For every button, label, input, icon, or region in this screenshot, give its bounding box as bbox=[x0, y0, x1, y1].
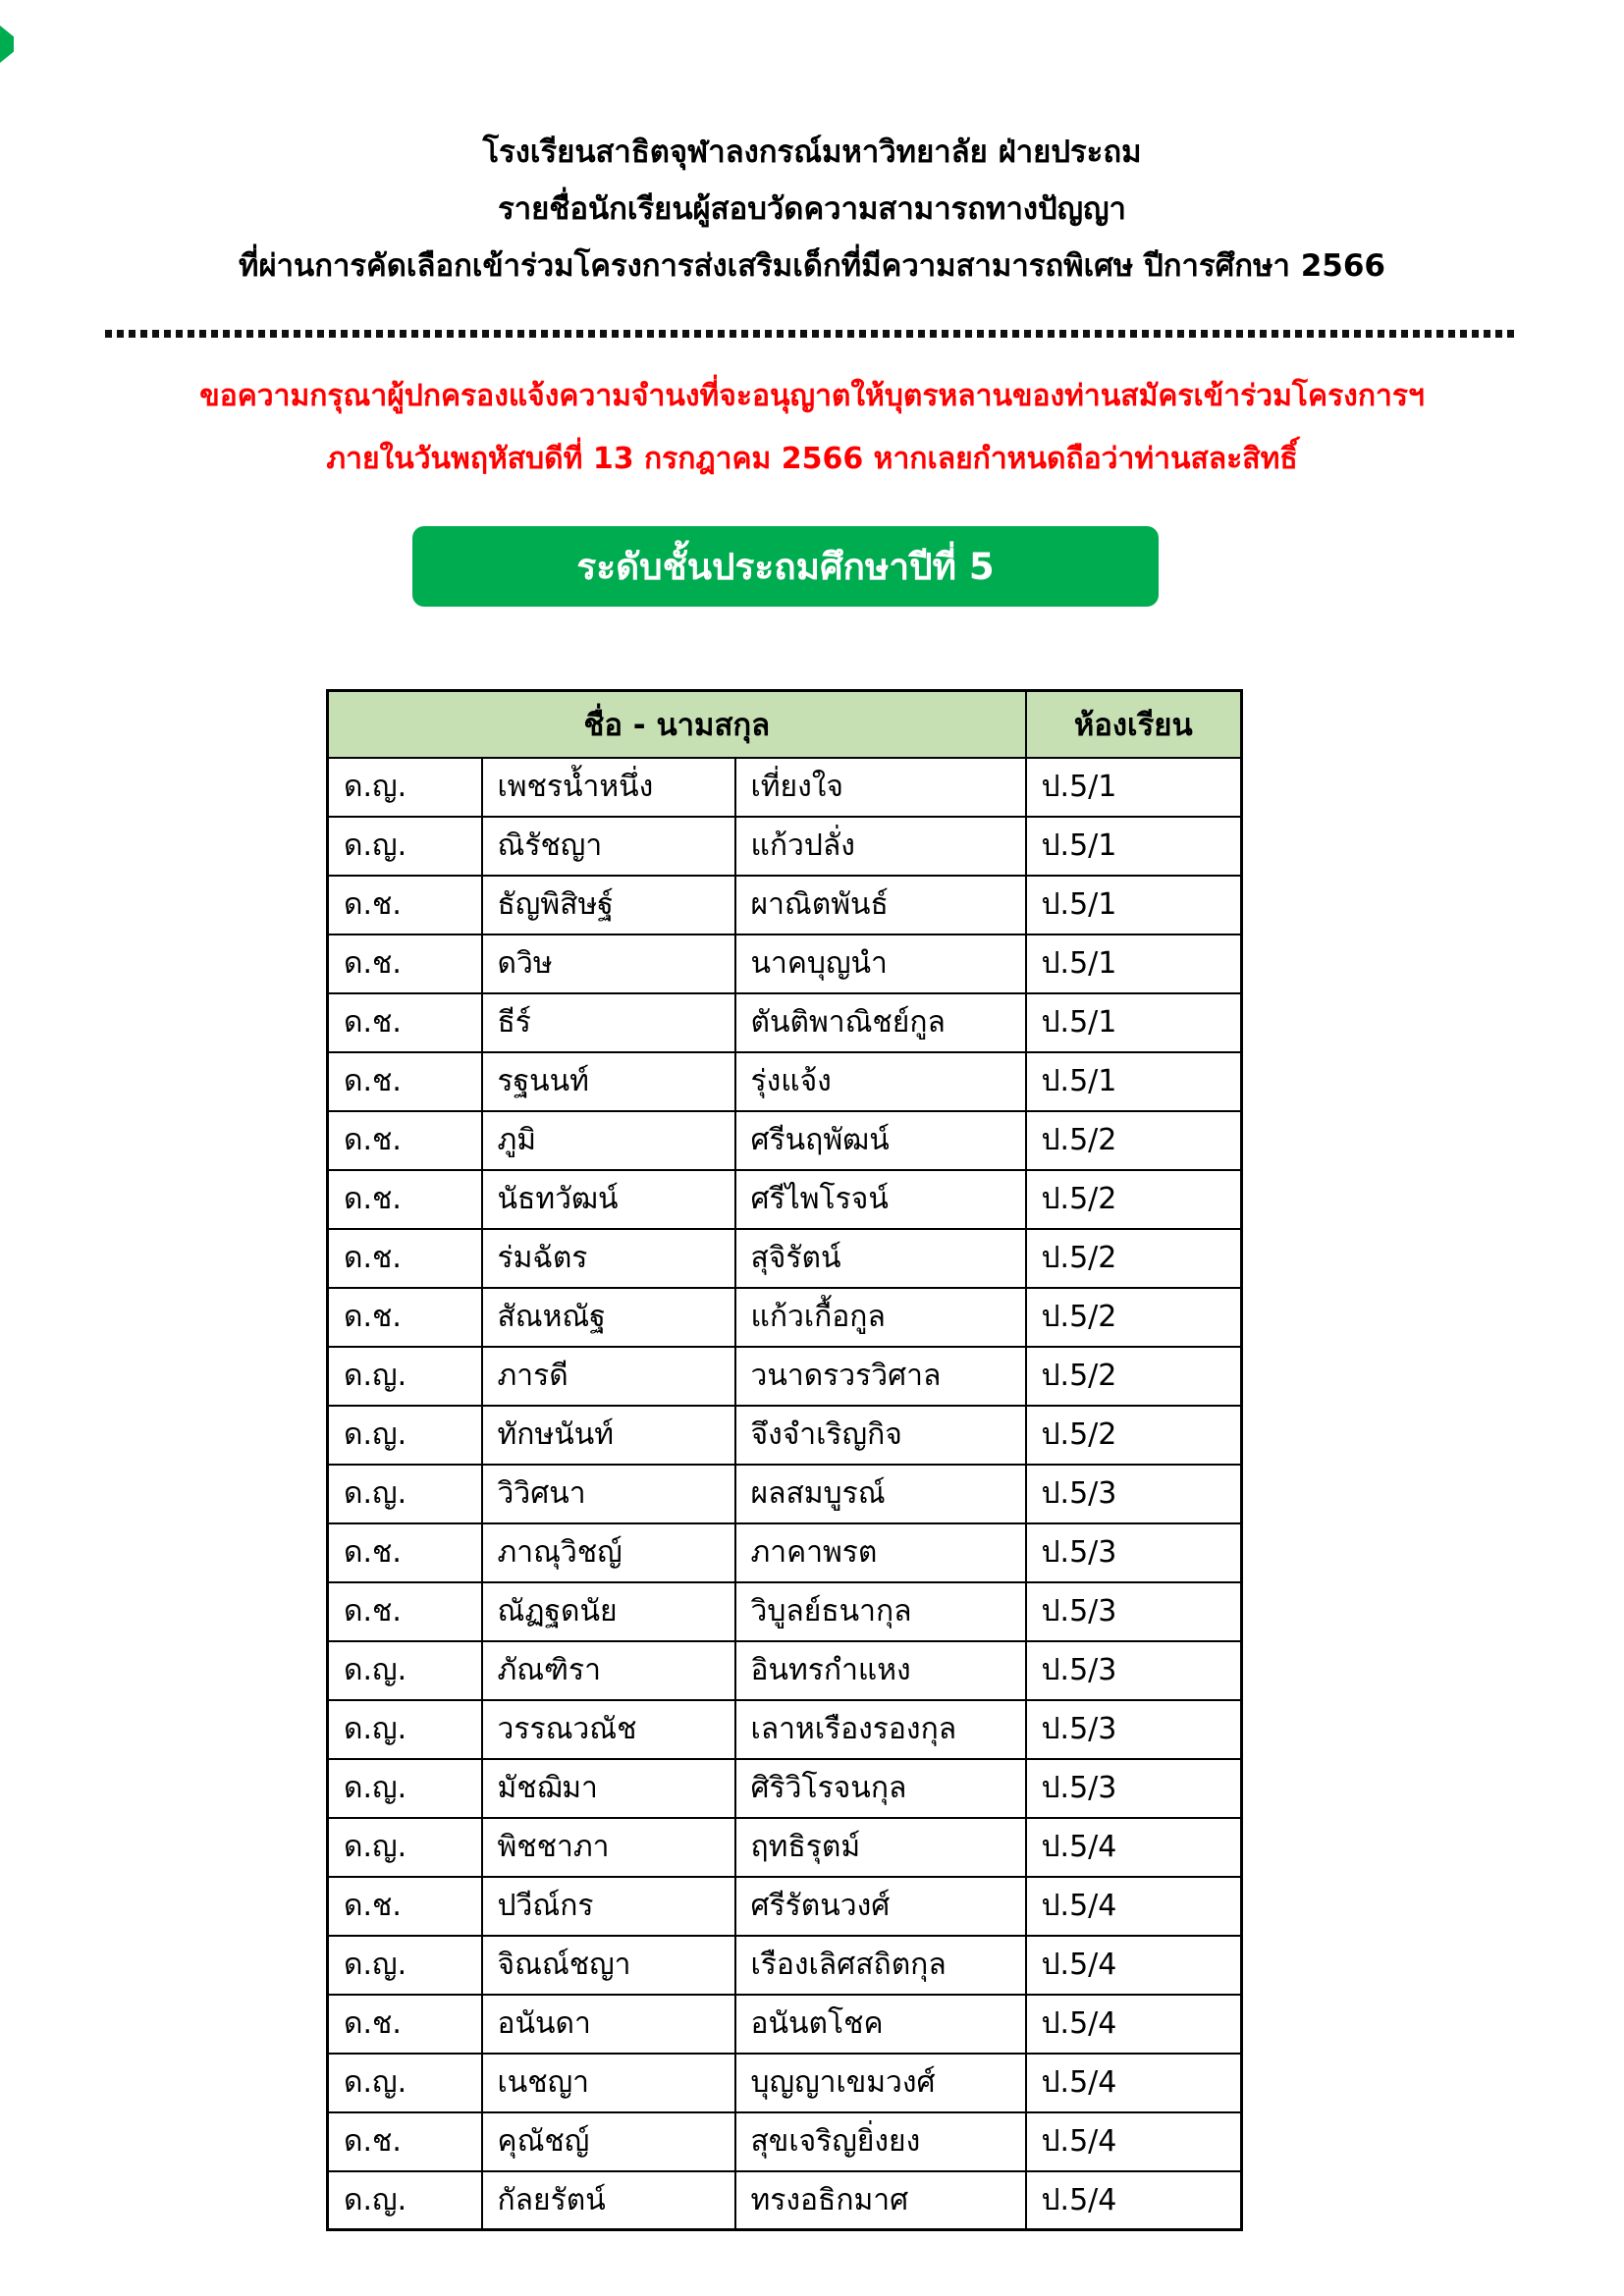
table-row bbox=[328, 1170, 1242, 1229]
table-row bbox=[328, 1582, 1242, 1641]
student-prefix-cell: ด.ญ. bbox=[328, 1936, 482, 1995]
student-prefix-cell: ด.ญ. bbox=[328, 1759, 482, 1818]
student-prefix-cell: ด.ช. bbox=[328, 1995, 482, 2054]
student-last-name-cell: แก้วเกื้อกูล bbox=[735, 1288, 1026, 1347]
student-room-cell: ป.5/3 bbox=[1026, 1641, 1242, 1700]
student-room-cell: ป.5/3 bbox=[1026, 1582, 1242, 1641]
table-row bbox=[328, 1759, 1242, 1818]
student-last-name-cell: วิบูลย์ธนากุล bbox=[735, 1582, 1026, 1641]
student-prefix-cell: ด.ช. bbox=[328, 1229, 482, 1288]
column-header-name: ชื่อ - นามสกุล bbox=[328, 691, 1026, 758]
student-first-name-cell: จิณณ์ชญา bbox=[482, 1936, 735, 1995]
table-row bbox=[328, 876, 1242, 934]
parent-notice bbox=[0, 365, 1624, 491]
table-row bbox=[328, 1818, 1242, 1877]
student-room-cell: ป.5/1 bbox=[1026, 817, 1242, 876]
table-header-row bbox=[328, 691, 1242, 758]
student-room-cell: ป.5/3 bbox=[1026, 1700, 1242, 1759]
student-room-cell: ป.5/1 bbox=[1026, 758, 1242, 817]
table-row bbox=[328, 1936, 1242, 1995]
table-row bbox=[328, 1052, 1242, 1111]
table-row bbox=[328, 1406, 1242, 1465]
student-room-cell: ป.5/1 bbox=[1026, 934, 1242, 993]
student-room-cell: ป.5/2 bbox=[1026, 1347, 1242, 1406]
student-prefix-cell: ด.ช. bbox=[328, 2112, 482, 2171]
column-header-room: ห้องเรียน bbox=[1026, 691, 1242, 758]
student-first-name-cell: ภาณุวิชญ์ bbox=[482, 1523, 735, 1582]
student-first-name-cell: มัชฌิมา bbox=[482, 1759, 735, 1818]
student-room-cell: ป.5/4 bbox=[1026, 2112, 1242, 2171]
student-prefix-cell: ด.ช. bbox=[328, 993, 482, 1052]
table-row bbox=[328, 1229, 1242, 1288]
student-first-name-cell: ธีร์ bbox=[482, 993, 735, 1052]
student-last-name-cell: ศรีรัตนวงศ์ bbox=[735, 1877, 1026, 1936]
document-title: รายชื่อนักเรียนผู้สอบวัดความสามารถทางปัญญา bbox=[498, 191, 1126, 227]
notice-line-2: ภายในวันพฤหัสบดีที่ 13 กรกฎาคม 2566 หากเลยกำหนดถือว่าท่านสละสิทธิ์ bbox=[326, 442, 1298, 476]
student-first-name-cell: วรรณวณัช bbox=[482, 1700, 735, 1759]
student-room-cell: ป.5/2 bbox=[1026, 1288, 1242, 1347]
student-last-name-cell: ทรงอธิกมาศ bbox=[735, 2171, 1026, 2230]
notice-line-1: ขอความกรุณาผู้ปกครองแจ้งความจำนงที่จะอนุญาตให้บุตรหลานของท่านสมัครเข้าร่วมโครงการฯ bbox=[199, 379, 1425, 413]
grade-level-banner-label: ระดับชั้นประถมศึกษาปีที่ 5 bbox=[576, 545, 995, 588]
student-first-name-cell: พิชชาภา bbox=[482, 1818, 735, 1877]
student-table bbox=[326, 689, 1243, 2231]
student-first-name-cell: ภัณฑิรา bbox=[482, 1641, 735, 1700]
student-prefix-cell: ด.ญ. bbox=[328, 1465, 482, 1523]
student-room-cell: ป.5/1 bbox=[1026, 1052, 1242, 1111]
document-subtitle: ที่ผ่านการคัดเลือกเข้าร่วมโครงการส่งเสริมเด็กที่มีความสามารถพิเศษ ปีการศึกษา 2566 bbox=[239, 248, 1385, 284]
student-last-name-cell: นาคบุญนำ bbox=[735, 934, 1026, 993]
document-header bbox=[0, 0, 1624, 294]
student-last-name-cell: ภาคาพรต bbox=[735, 1523, 1026, 1582]
student-room-cell: ป.5/4 bbox=[1026, 1877, 1242, 1936]
student-prefix-cell: ด.ญ. bbox=[328, 1406, 482, 1465]
table-row bbox=[328, 1641, 1242, 1700]
table-row bbox=[328, 1995, 1242, 2054]
student-room-cell: ป.5/1 bbox=[1026, 993, 1242, 1052]
student-prefix-cell: ด.ญ. bbox=[328, 2054, 482, 2112]
student-prefix-cell: ด.ญ. bbox=[328, 1700, 482, 1759]
student-last-name-cell: วนาดรวรวิศาล bbox=[735, 1347, 1026, 1406]
table-row bbox=[328, 1523, 1242, 1582]
table-row bbox=[328, 1111, 1242, 1170]
student-last-name-cell: รุ่งแจ้ง bbox=[735, 1052, 1026, 1111]
student-last-name-cell: ศรีไพโรจน์ bbox=[735, 1170, 1026, 1229]
table-row bbox=[328, 1700, 1242, 1759]
student-last-name-cell: ฤทธิรุตม์ bbox=[735, 1818, 1026, 1877]
table-row bbox=[328, 2054, 1242, 2112]
student-last-name-cell: ผาณิตพันธ์ bbox=[735, 876, 1026, 934]
student-first-name-cell: วิวิศนา bbox=[482, 1465, 735, 1523]
student-last-name-cell: บุญญาเขมวงศ์ bbox=[735, 2054, 1026, 2112]
student-first-name-cell: ณัฏฐดนัย bbox=[482, 1582, 735, 1641]
student-first-name-cell: ภูมิ bbox=[482, 1111, 735, 1170]
student-prefix-cell: ด.ช. bbox=[328, 1111, 482, 1170]
student-last-name-cell: เลาหเรืองรองกุล bbox=[735, 1700, 1026, 1759]
grade-level-banner bbox=[412, 526, 1159, 607]
student-prefix-cell: ด.ช. bbox=[328, 1877, 482, 1936]
student-last-name-cell: เรืองเลิศสถิตกุล bbox=[735, 1936, 1026, 1995]
table-row bbox=[328, 1288, 1242, 1347]
student-last-name-cell: ตันติพาณิชย์กูล bbox=[735, 993, 1026, 1052]
student-last-name-cell: สุขเจริญยิ่งยง bbox=[735, 2112, 1026, 2171]
student-room-cell: ป.5/4 bbox=[1026, 2054, 1242, 2112]
dotted-divider bbox=[105, 330, 1519, 338]
student-first-name-cell: สัณหณัฐ bbox=[482, 1288, 735, 1347]
student-room-cell: ป.5/4 bbox=[1026, 1818, 1242, 1877]
table-row bbox=[328, 2171, 1242, 2230]
student-prefix-cell: ด.ช. bbox=[328, 1052, 482, 1111]
student-room-cell: ป.5/4 bbox=[1026, 1995, 1242, 2054]
student-room-cell: ป.5/4 bbox=[1026, 1936, 1242, 1995]
student-room-cell: ป.5/3 bbox=[1026, 1523, 1242, 1582]
student-last-name-cell: แก้วปลั่ง bbox=[735, 817, 1026, 876]
student-first-name-cell: เพชรน้ำหนึ่ง bbox=[482, 758, 735, 817]
student-first-name-cell: ธัญพิสิษฐ์ bbox=[482, 876, 735, 934]
table-row bbox=[328, 934, 1242, 993]
student-prefix-cell: ด.ช. bbox=[328, 1170, 482, 1229]
table-row bbox=[328, 1465, 1242, 1523]
student-first-name-cell: รฐนนท์ bbox=[482, 1052, 735, 1111]
student-room-cell: ป.5/4 bbox=[1026, 2171, 1242, 2230]
student-prefix-cell: ด.ช. bbox=[328, 1288, 482, 1347]
student-prefix-cell: ด.ญ. bbox=[328, 2171, 482, 2230]
table-row bbox=[328, 758, 1242, 817]
student-room-cell: ป.5/1 bbox=[1026, 876, 1242, 934]
table-row bbox=[328, 1347, 1242, 1406]
student-last-name-cell: สุจิรัตน์ bbox=[735, 1229, 1026, 1288]
table-row bbox=[328, 993, 1242, 1052]
student-room-cell: ป.5/3 bbox=[1026, 1759, 1242, 1818]
student-first-name-cell: ปวีณ์กร bbox=[482, 1877, 735, 1936]
student-last-name-cell: เที่ยงใจ bbox=[735, 758, 1026, 817]
table-row bbox=[328, 1877, 1242, 1936]
student-last-name-cell: ผลสมบูรณ์ bbox=[735, 1465, 1026, 1523]
student-room-cell: ป.5/2 bbox=[1026, 1111, 1242, 1170]
student-prefix-cell: ด.ญ. bbox=[328, 1641, 482, 1700]
student-first-name-cell: คุณัชญ์ bbox=[482, 2112, 735, 2171]
student-last-name-cell: อินทรกำแหง bbox=[735, 1641, 1026, 1700]
student-first-name-cell: นัธทวัฒน์ bbox=[482, 1170, 735, 1229]
student-last-name-cell: อนันตโชค bbox=[735, 1995, 1026, 2054]
student-prefix-cell: ด.ญ. bbox=[328, 817, 482, 876]
table-row bbox=[328, 817, 1242, 876]
student-first-name-cell: ภารดี bbox=[482, 1347, 735, 1406]
student-first-name-cell: เนชญา bbox=[482, 2054, 735, 2112]
student-prefix-cell: ด.ญ. bbox=[328, 1818, 482, 1877]
school-name: โรงเรียนสาธิตจุฬาลงกรณ์มหาวิทยาลัย ฝ่ายประถม bbox=[482, 134, 1142, 170]
student-first-name-cell: อนันดา bbox=[482, 1995, 735, 2054]
student-first-name-cell: ทักษนันท์ bbox=[482, 1406, 735, 1465]
student-prefix-cell: ด.ญ. bbox=[328, 758, 482, 817]
student-first-name-cell: ดวิษ bbox=[482, 934, 735, 993]
student-first-name-cell: ร่มฉัตร bbox=[482, 1229, 735, 1288]
student-prefix-cell: ด.ช. bbox=[328, 1523, 482, 1582]
student-last-name-cell: จึงจำเริญกิจ bbox=[735, 1406, 1026, 1465]
student-first-name-cell: กัลยรัตน์ bbox=[482, 2171, 735, 2230]
student-room-cell: ป.5/2 bbox=[1026, 1229, 1242, 1288]
student-room-cell: ป.5/2 bbox=[1026, 1406, 1242, 1465]
student-last-name-cell: ศิริวิโรจนกุล bbox=[735, 1759, 1026, 1818]
student-first-name-cell: ณิรัชญา bbox=[482, 817, 735, 876]
student-room-cell: ป.5/3 bbox=[1026, 1465, 1242, 1523]
table-row bbox=[328, 2112, 1242, 2171]
student-room-cell: ป.5/2 bbox=[1026, 1170, 1242, 1229]
student-prefix-cell: ด.ช. bbox=[328, 876, 482, 934]
student-prefix-cell: ด.ญ. bbox=[328, 1347, 482, 1406]
student-prefix-cell: ด.ช. bbox=[328, 934, 482, 993]
student-last-name-cell: ศรีนฤพัฒน์ bbox=[735, 1111, 1026, 1170]
student-prefix-cell: ด.ช. bbox=[328, 1582, 482, 1641]
